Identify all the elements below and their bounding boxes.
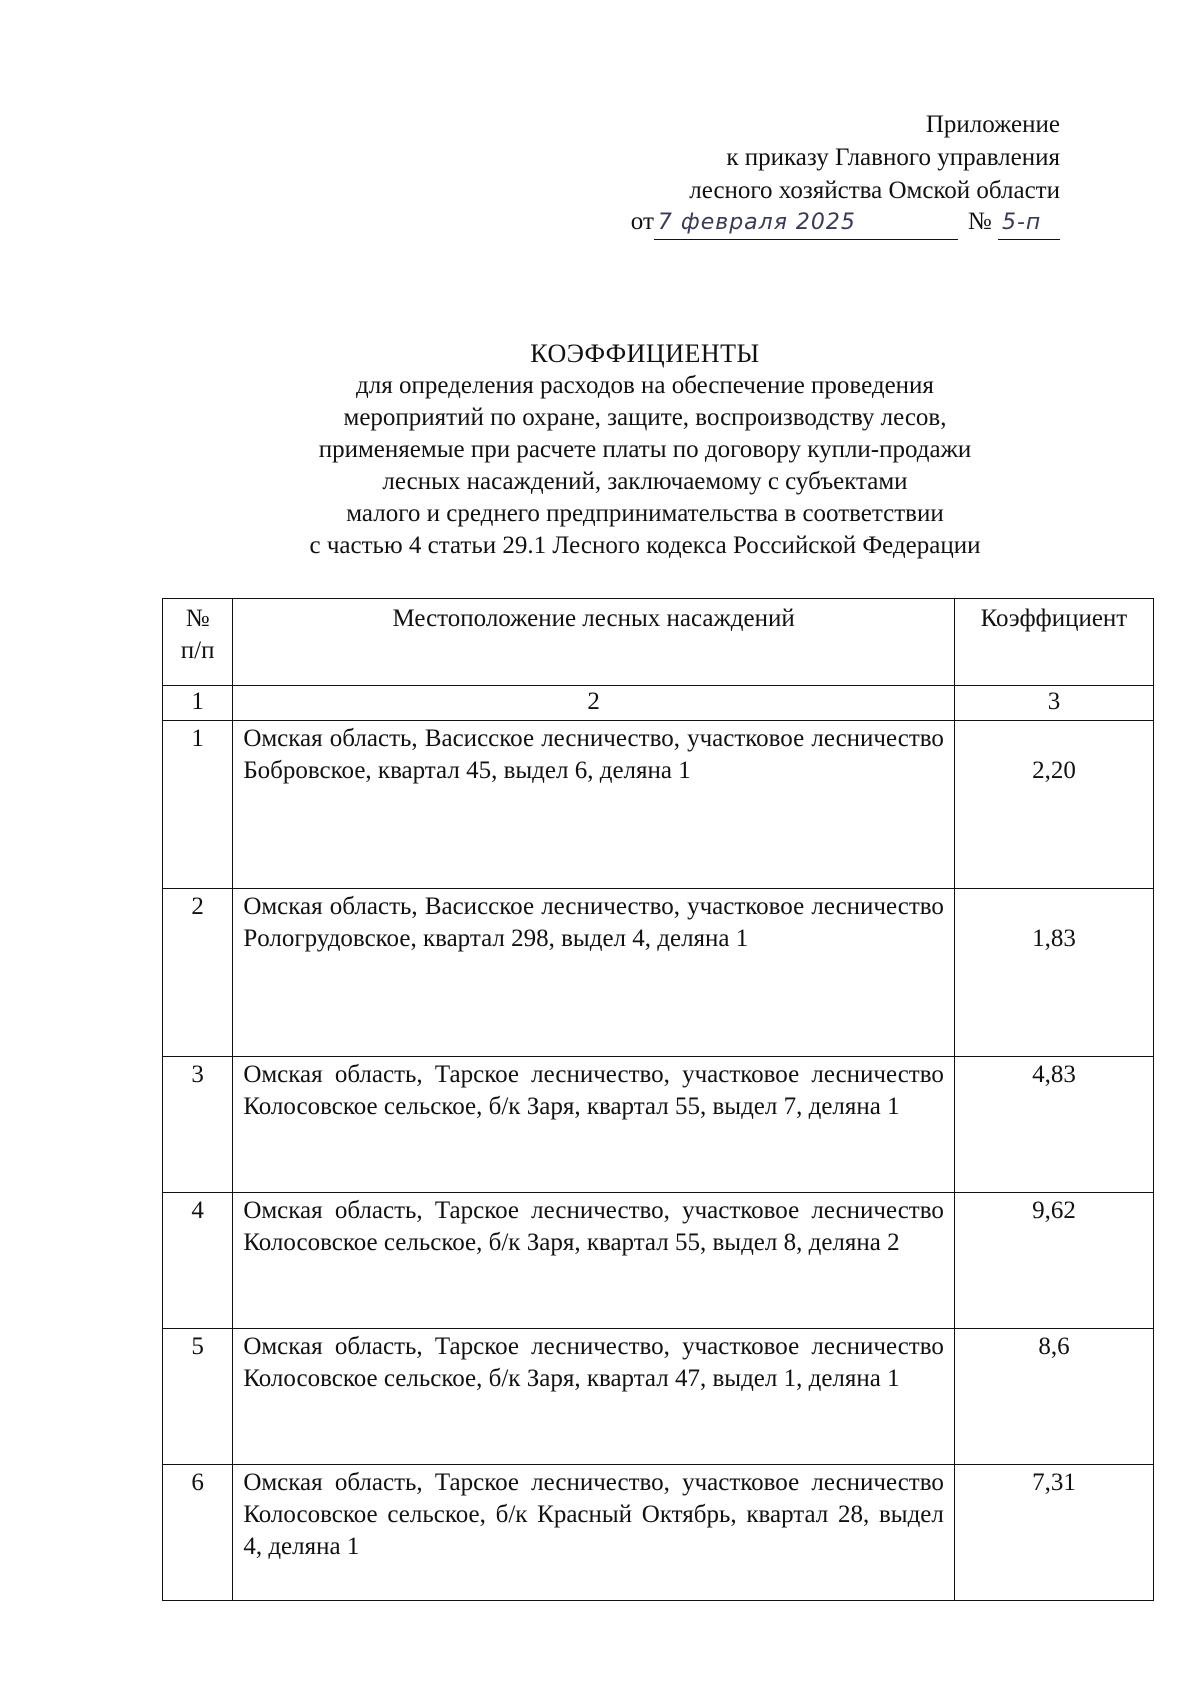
header-num-sign: №	[185, 605, 210, 632]
subtitle-line-4: лесных насаждений, заключаемому с субъектами	[382, 468, 908, 495]
appendix-date-number-row	[500, 205, 1060, 240]
handwritten-date-text: 7 февраля 2025	[657, 210, 856, 235]
row-location: Омская область, Тарское лесничество, участковое лесничество Колосовское сельское, б/к Заря, квартал 47, выдел 1, деляна 1	[233, 1329, 955, 1465]
appendix-authority: лесного хозяйства Омской области	[689, 177, 1060, 204]
row-location: Омская область, Васисское лесничество, участковое лесничество Бобровское, квартал 45, выдел 6, деляна 1	[233, 721, 955, 889]
row-coefficient: 8,6	[954, 1329, 1153, 1465]
row-location: Омская область, Тарское лесничество, участковое лесничество Колосовское сельское, б/к Заря, квартал 55, выдел 7, деляна 1	[233, 1057, 955, 1193]
date-prefix: от	[630, 208, 654, 235]
header-coefficient: Коэффициент	[954, 599, 1153, 686]
subtitle-line-3: применяемые при расчете платы по договору купли-продажи	[318, 436, 972, 463]
row-number: 4	[163, 1193, 233, 1329]
document-heading	[160, 338, 1130, 562]
header-location: Местоположение лесных насаждений	[233, 599, 955, 686]
table-row	[163, 721, 1154, 889]
table-row	[163, 1329, 1154, 1465]
row-location: Омская область, Васисское лесничество, участковое лесничество Pологрудовское, квартал 298, выдел 4, деляна 1	[233, 889, 955, 1057]
subtitle-line-5: малого и среднего предпринимательства в соответствии	[346, 500, 944, 527]
subtitle-line-6: с частью 4 статьи 29.1 Лесного кодекса Российской Федерации	[309, 532, 981, 559]
column-number: 1	[163, 686, 233, 721]
appendix-block	[500, 108, 1060, 240]
row-coefficient: 2,20	[954, 721, 1153, 889]
handwritten-number	[998, 205, 1060, 240]
header-num-pp: п/п	[180, 637, 215, 664]
appendix-title: Приложение	[925, 111, 1060, 138]
document-title: КОЭФФИЦИЕНТЫ	[530, 339, 760, 368]
table-row	[163, 1465, 1154, 1601]
column-number: 3	[954, 686, 1153, 721]
row-number: 6	[163, 1465, 233, 1601]
subtitle-line-1: для определения расходов на обеспечение проведения	[356, 372, 934, 399]
row-coefficient: 4,83	[954, 1057, 1153, 1193]
row-number: 1	[163, 721, 233, 889]
row-coefficient: 7,31	[954, 1465, 1153, 1601]
column-number-row	[163, 686, 1154, 721]
appendix-order-ref: к приказу Главного управления	[726, 144, 1060, 171]
table-row	[163, 889, 1154, 1057]
table-row	[163, 1057, 1154, 1193]
header-num	[163, 599, 233, 686]
handwritten-date	[654, 205, 958, 240]
table-row	[163, 1193, 1154, 1329]
number-prefix: №	[967, 208, 992, 235]
row-number: 5	[163, 1329, 233, 1465]
row-location: Омская область, Тарское лесничество, участковое лесничество Колосовское сельское, б/к Заря, квартал 55, выдел 8, деляна 2	[233, 1193, 955, 1329]
row-number: 3	[163, 1057, 233, 1193]
row-coefficient: 9,62	[954, 1193, 1153, 1329]
subtitle-line-2: мероприятий по охране, защите, воспроизводству лесов,	[343, 404, 947, 431]
coefficients-table	[162, 598, 1154, 1601]
row-coefficient: 1,83	[954, 889, 1153, 1057]
column-number: 2	[233, 686, 955, 721]
table-header-row	[163, 599, 1154, 686]
row-location: Омская область, Тарское лесничество, участковое лесничество Колосовское сельское, б/к Красный Октябрь, квартал 28, выдел 4, деляна 1	[233, 1465, 955, 1601]
row-number: 2	[163, 889, 233, 1057]
handwritten-number-text: 5-п	[1002, 210, 1042, 235]
